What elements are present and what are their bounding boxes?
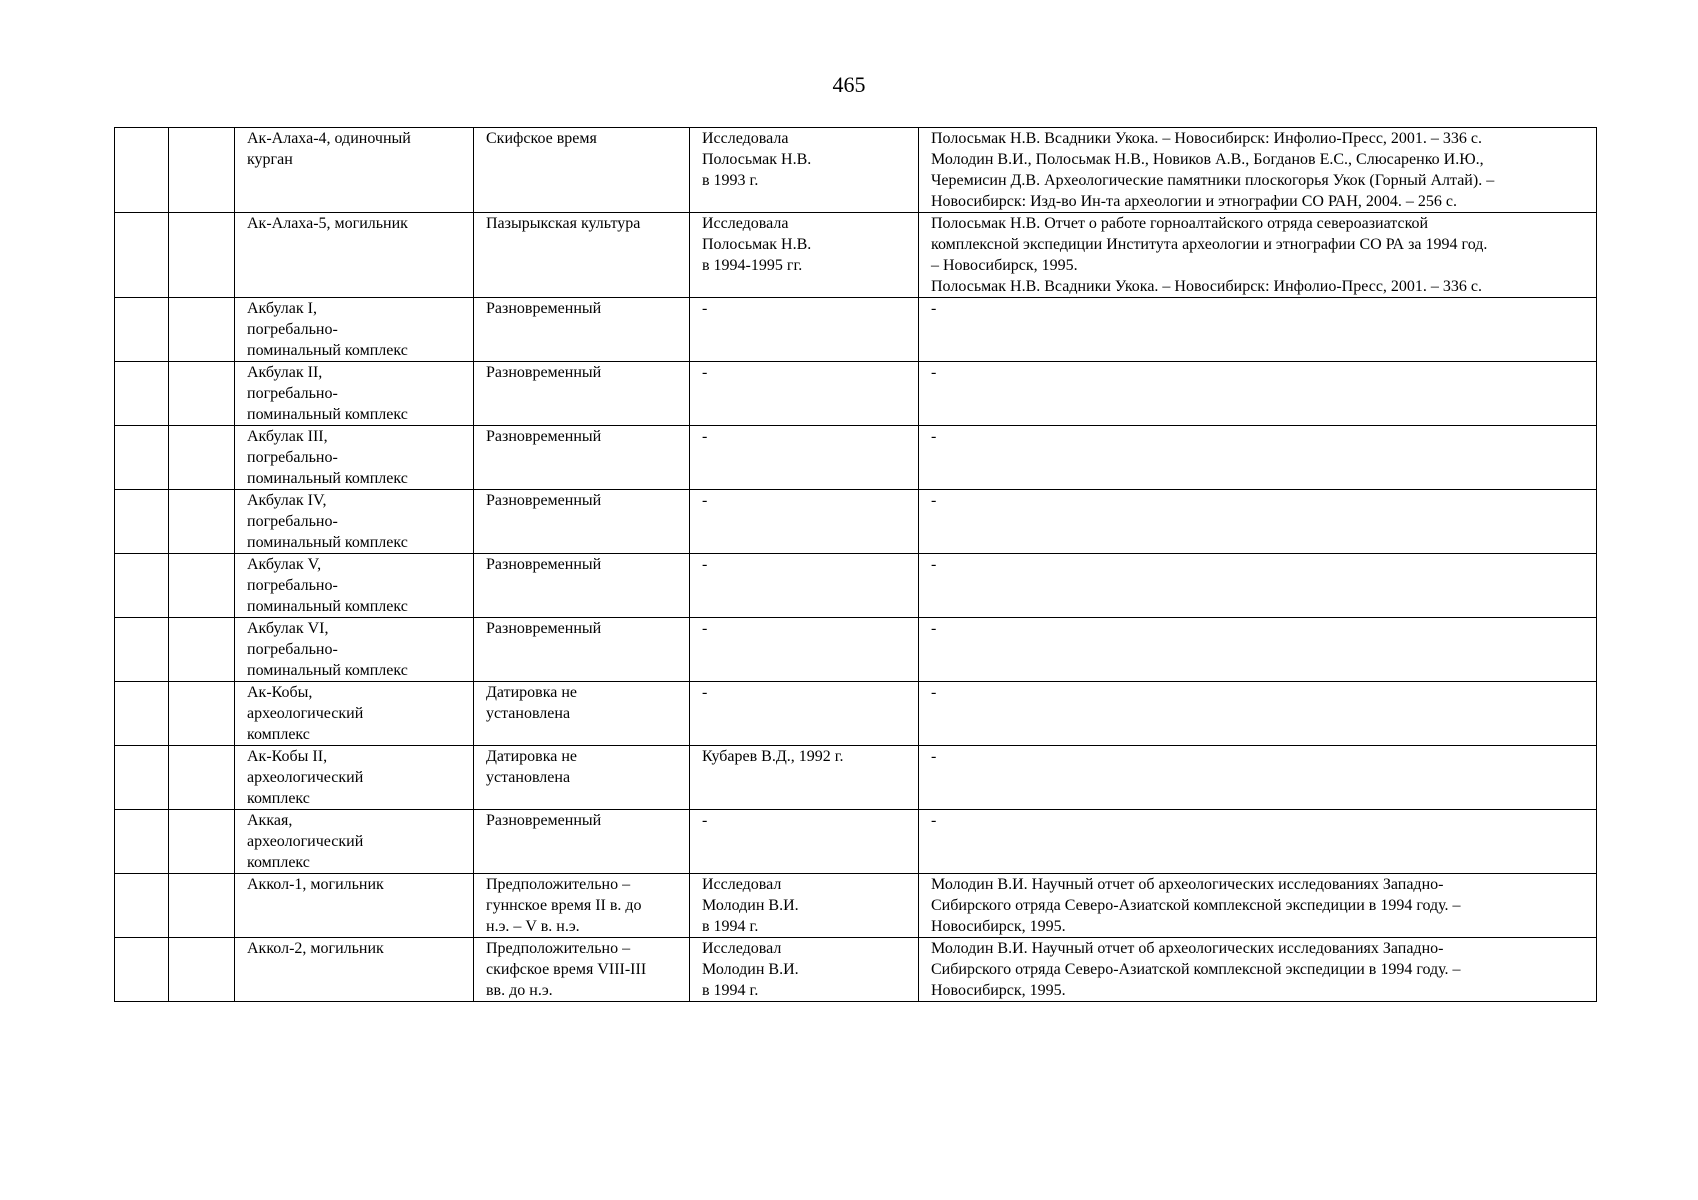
code-cell [169, 128, 235, 213]
site-name-line: курган [247, 151, 293, 168]
number-cell [115, 618, 169, 682]
site-name-cell [235, 874, 474, 938]
code-cell [169, 362, 235, 426]
table-row [115, 554, 1597, 618]
literature-line: - [931, 812, 937, 829]
research-cell [690, 554, 919, 618]
literature-cell [919, 362, 1597, 426]
site-name-line: Акбулак VI, [247, 620, 329, 637]
literature-cell [919, 618, 1597, 682]
dating-cell [474, 746, 690, 810]
code-cell [169, 554, 235, 618]
site-name-line: поминальный комплекс [247, 662, 408, 679]
table-row [115, 618, 1597, 682]
dating-cell [474, 362, 690, 426]
site-name-line: Акбулак II, [247, 364, 323, 381]
dating-cell [474, 490, 690, 554]
number-cell [115, 213, 169, 298]
literature-line: - [931, 748, 937, 765]
site-name-cell [235, 426, 474, 490]
research-line: Исследовал [702, 876, 782, 893]
research-line: в 1994 г. [702, 982, 759, 999]
dating-line: Разновременный [486, 364, 602, 381]
site-name-cell [235, 682, 474, 746]
dating-line: Разновременный [486, 428, 602, 445]
dating-cell [474, 298, 690, 362]
research-line: Исследовала [702, 130, 789, 147]
literature-line: Сибирского отряда Северо-Азиатской комплексной экспедиции в 1994 году. – [931, 897, 1461, 914]
dating-line: Датировка не [486, 748, 578, 765]
table-row [115, 810, 1597, 874]
site-name-line: археологический [247, 769, 364, 786]
site-name-cell [235, 490, 474, 554]
dating-line: Пазырыкская культура [486, 215, 641, 232]
site-name-cell [235, 213, 474, 298]
dating-cell [474, 682, 690, 746]
research-cell [690, 213, 919, 298]
research-cell [690, 746, 919, 810]
number-cell [115, 810, 169, 874]
number-cell [115, 128, 169, 213]
code-cell [169, 426, 235, 490]
code-cell [169, 810, 235, 874]
research-line: - [702, 620, 708, 637]
site-name-line: поминальный комплекс [247, 342, 408, 359]
research-cell [690, 682, 919, 746]
research-cell [690, 618, 919, 682]
site-name-line: Ак-Кобы II, [247, 748, 328, 765]
site-name-line: комплекс [247, 790, 310, 807]
site-name-line: археологический [247, 705, 364, 722]
dating-line: Разновременный [486, 556, 602, 573]
sites-table [114, 127, 1597, 1002]
number-cell [115, 362, 169, 426]
code-cell [169, 490, 235, 554]
dating-cell [474, 618, 690, 682]
dating-line: установлена [486, 705, 571, 722]
literature-line: - [931, 684, 937, 701]
site-name-cell [235, 128, 474, 213]
literature-cell [919, 938, 1597, 1002]
table-body [115, 128, 1597, 1002]
page-number: 465 [832, 72, 866, 97]
research-line: Исследовала [702, 215, 789, 232]
dating-line: н.э. – V в. н.э. [486, 918, 580, 935]
dating-line: Разновременный [486, 812, 602, 829]
research-line: Кубарев В.Д., 1992 г. [702, 748, 844, 765]
literature-line: Молодин В.И. Научный отчет об археологических исследованиях Западно- [931, 940, 1444, 957]
research-cell [690, 874, 919, 938]
site-name-line: погребально- [247, 513, 338, 530]
code-cell [169, 874, 235, 938]
dating-line: Разновременный [486, 492, 602, 509]
research-line: Молодин В.И. [702, 897, 799, 914]
dating-line: установлена [486, 769, 571, 786]
site-name-line: Аккол-2, могильник [247, 940, 384, 957]
site-name-cell [235, 810, 474, 874]
research-line: в 1994-1995 гг. [702, 257, 803, 274]
literature-line: Новосибирск, 1995. [931, 982, 1066, 999]
number-cell [115, 746, 169, 810]
dating-line: гуннское время II в. до [486, 897, 642, 914]
number-cell [115, 682, 169, 746]
code-cell [169, 682, 235, 746]
literature-cell [919, 874, 1597, 938]
literature-line: Сибирского отряда Северо-Азиатской комплексной экспедиции в 1994 году. – [931, 961, 1461, 978]
literature-line: Молодин В.И., Полосьмак Н.В., Новиков А.В., Богданов Е.С., Слюсаренко И.Ю., [931, 151, 1484, 168]
literature-line: - [931, 364, 937, 381]
literature-line: Полосьмак Н.В. Отчет о работе горноалтайского отряда североазиатской [931, 215, 1429, 232]
research-cell [690, 362, 919, 426]
site-name-cell [235, 298, 474, 362]
table-row [115, 128, 1597, 213]
literature-line: Молодин В.И. Научный отчет об археологических исследованиях Западно- [931, 876, 1444, 893]
table-row [115, 682, 1597, 746]
site-name-line: поминальный комплекс [247, 470, 408, 487]
research-line: - [702, 812, 708, 829]
dating-line: вв. до н.э. [486, 982, 553, 999]
code-cell [169, 746, 235, 810]
site-name-line: погребально- [247, 577, 338, 594]
dating-line: Предположительно – [486, 876, 631, 893]
site-name-line: Акбулак III, [247, 428, 328, 445]
table-row [115, 426, 1597, 490]
site-name-line: Аккол-1, могильник [247, 876, 384, 893]
code-cell [169, 938, 235, 1002]
number-cell [115, 874, 169, 938]
research-line: в 1994 г. [702, 918, 759, 935]
literature-cell [919, 490, 1597, 554]
site-name-cell [235, 938, 474, 1002]
literature-cell [919, 554, 1597, 618]
research-cell [690, 426, 919, 490]
site-name-line: Ак-Алаха-4, одиночный [247, 130, 411, 147]
table-row [115, 298, 1597, 362]
literature-line: Черемисин Д.В. Археологические памятники плоскогорья Укок (Горный Алтай). – [931, 172, 1495, 189]
site-name-line: поминальный комплекс [247, 534, 408, 551]
site-name-line: поминальный комплекс [247, 598, 408, 615]
dating-cell [474, 213, 690, 298]
dating-line: Разновременный [486, 620, 602, 637]
site-name-line: погребально- [247, 385, 338, 402]
number-cell [115, 426, 169, 490]
site-name-line: погребально- [247, 321, 338, 338]
research-line: Исследовал [702, 940, 782, 957]
literature-cell [919, 298, 1597, 362]
research-cell [690, 810, 919, 874]
research-line: - [702, 300, 708, 317]
literature-cell [919, 810, 1597, 874]
literature-line: Полосьмак Н.В. Всадники Укока. – Новосибирск: Инфолио-Пресс, 2001. – 336 с. [931, 278, 1483, 295]
site-name-line: погребально- [247, 449, 338, 466]
research-cell [690, 298, 919, 362]
dating-line: скифское время VIII-III [486, 961, 647, 978]
site-name-cell [235, 618, 474, 682]
dating-cell [474, 426, 690, 490]
literature-cell [919, 426, 1597, 490]
literature-line: - [931, 492, 937, 509]
research-line: - [702, 556, 708, 573]
number-cell [115, 938, 169, 1002]
literature-cell [919, 213, 1597, 298]
research-line: - [702, 428, 708, 445]
site-name-line: Ак-Кобы, [247, 684, 313, 701]
number-cell [115, 298, 169, 362]
site-name-line: поминальный комплекс [247, 406, 408, 423]
research-line: Полосьмак Н.В. [702, 151, 812, 168]
literature-line: - [931, 300, 937, 317]
research-line: - [702, 684, 708, 701]
research-cell [690, 128, 919, 213]
code-cell [169, 618, 235, 682]
research-cell [690, 490, 919, 554]
table-row [115, 746, 1597, 810]
research-line: - [702, 364, 708, 381]
site-name-line: погребально- [247, 641, 338, 658]
table-row [115, 938, 1597, 1002]
site-name-cell [235, 746, 474, 810]
research-line: - [702, 492, 708, 509]
site-name-line: Акбулак V, [247, 556, 322, 573]
research-line: Полосьмак Н.В. [702, 236, 812, 253]
site-name-cell [235, 554, 474, 618]
literature-cell [919, 128, 1597, 213]
site-name-line: археологический [247, 833, 364, 850]
table-row [115, 213, 1597, 298]
dating-cell [474, 938, 690, 1002]
site-name-line: комплекс [247, 854, 310, 871]
literature-line: комплексной экспедиции Института археологии и этнографии СО РА за 1994 год. [931, 236, 1488, 253]
number-cell [115, 554, 169, 618]
research-line: Молодин В.И. [702, 961, 799, 978]
site-name-line: комплекс [247, 726, 310, 743]
literature-line: Полосьмак Н.В. Всадники Укока. – Новосибирск: Инфолио-Пресс, 2001. – 336 с. [931, 130, 1483, 147]
dating-line: Скифское время [486, 130, 597, 147]
literature-line: – Новосибирск, 1995. [931, 257, 1078, 274]
dating-line: Разновременный [486, 300, 602, 317]
literature-line: - [931, 428, 937, 445]
site-name-line: Акбулак IV, [247, 492, 327, 509]
site-name-cell [235, 362, 474, 426]
literature-cell [919, 746, 1597, 810]
code-cell [169, 298, 235, 362]
table-row [115, 362, 1597, 426]
literature-line: Новосибирск: Изд-во Ин-та археологии и этнографии СО РАН, 2004. – 256 с. [931, 193, 1458, 210]
literature-line: Новосибирск, 1995. [931, 918, 1066, 935]
literature-line: - [931, 620, 937, 637]
research-line: в 1993 г. [702, 172, 759, 189]
dating-cell [474, 874, 690, 938]
dating-cell [474, 128, 690, 213]
research-cell [690, 938, 919, 1002]
dating-cell [474, 554, 690, 618]
code-cell [169, 213, 235, 298]
site-name-line: Аккая, [247, 812, 293, 829]
dating-line: Датировка не [486, 684, 578, 701]
number-cell [115, 490, 169, 554]
dating-cell [474, 810, 690, 874]
site-name-line: Акбулак I, [247, 300, 317, 317]
table-row [115, 874, 1597, 938]
table-row [115, 490, 1597, 554]
site-name-line: Ак-Алаха-5, могильник [247, 215, 408, 232]
literature-cell [919, 682, 1597, 746]
literature-line: - [931, 556, 937, 573]
dating-line: Предположительно – [486, 940, 631, 957]
